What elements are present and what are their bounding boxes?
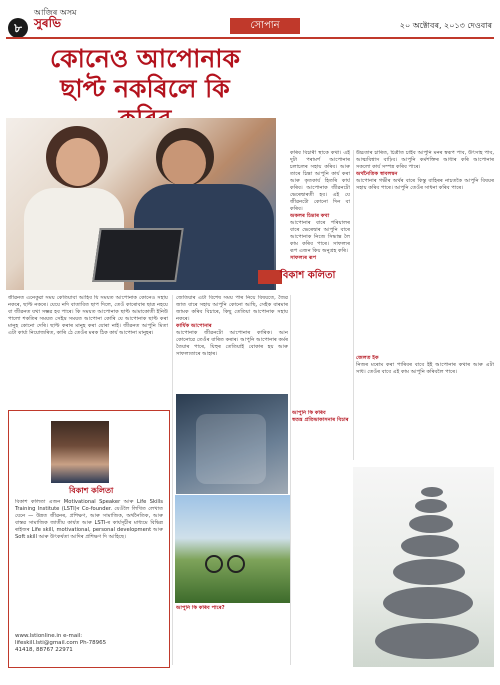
column-3-subhead-4: স্বতন্ত্ৰ প্ৰতিভাকাসনাৰ বিচাৰ	[292, 417, 349, 423]
author-email[interactable]: lifeskill.lsti@gmail.com	[15, 640, 79, 646]
column-1	[8, 295, 168, 405]
masthead-big: সুৰভি	[34, 16, 62, 30]
column-3-subhead-1: অকলৰ চিন্তাৰ কথা	[290, 213, 330, 219]
column-4-subhead-2: জেলত ইক	[356, 355, 379, 361]
woman-face	[56, 138, 100, 186]
column-2-text-b: আপোনাক জীৱনটো আপোনাৰ কাৰিক। আন কোনোৱে তেওঁৰ বাৰিত কৰাৰ। আপুনি আপোনাৰ কৰ্মৰ তৈয়াৰ পাৰে, যিহুৰ তেতিয়াই বোকাৰ হয় আৰু সাফল্যতাৰে আহাৰ।	[176, 330, 288, 357]
man-face	[162, 140, 206, 186]
stone-5	[393, 559, 465, 585]
author-phone: 41418, 88767 22971	[15, 647, 73, 653]
author-box	[8, 410, 170, 668]
column-divider-2	[290, 295, 291, 665]
business-photo	[176, 394, 288, 494]
column-2-text: জেতিয়াৰ এটা বিশেষ সময় পাৰ নিয়ে বিষয়তে, জৈৱ জাত বাৰে সহায় আপুনি কোনো আছি, সেইক বাৰমাৰ জামক কৰিব বিচাৰে, কিছু তেতিয়া আপোনাক সহায় নকৰে।	[176, 295, 288, 322]
column-4-text-b: আপোনাৰ গভীৰ অৰ্থৰ বাৰে কিন্তু বাহিৰৰ নাচতকৈ আপুনি বিষয়ৰ সহায় কৰিব পাৰে। আপুনি তেওঁৰ সাধনা কৰিব পাৰে।	[356, 178, 494, 191]
office-photo	[6, 118, 276, 290]
column-3-text: কৰিব বিচাৰী স্থাকে কথা। এই দুটা পৰামৰ্শ আপোনাৰ চলাচলৰ সহায় কৰিব। আৰু তাৰে চিন্তা আপুনি কাৰ্য কৰা আৰু কৃতকাৰ্য হিতৰি কাৰ্য কৰিব। আপোনাক জীৱনটো ভেৰেদ্বাৰতী হব। এই যে জীৱনটো কোনো দিন বা কৰিব।	[290, 150, 350, 212]
laptop	[92, 228, 184, 282]
masthead-small: আজিৰ অসম	[34, 8, 77, 17]
column-divider-3	[353, 150, 354, 460]
column-divider-1	[172, 295, 173, 665]
stone-3	[409, 515, 453, 533]
masthead-logo	[34, 8, 76, 28]
author-contact	[15, 633, 163, 663]
photo-highlight	[196, 414, 266, 484]
byline-name: বিকাশ কলিতা	[280, 270, 336, 281]
article-headline: কোনেও আপোনাক ছাপ্ট নকৰিলে কি	[49, 44, 241, 103]
author-email-label: e-mail:	[63, 633, 83, 639]
stone-1	[421, 487, 443, 497]
column-2-subhead-2: আপুনি কি কৰিব পাৰে?	[176, 605, 225, 611]
stone-7	[375, 623, 479, 659]
byline-marker	[258, 270, 282, 284]
header-divider	[6, 37, 494, 39]
column-3-subhead-2: সাফল্যৰ ৰূপ	[290, 255, 317, 261]
column-4-mid	[356, 355, 494, 465]
author-phone-label: Ph-78965	[79, 640, 107, 646]
column-3-top	[290, 150, 350, 405]
column-2-bottom	[176, 605, 288, 665]
author-photo	[51, 421, 109, 483]
column-1-text: জীৱনত এনেকুৱা সময় কেতিয়াবা আহিব যি সময়ত আপোনাক কোনেও সহায় নকৰে, ছাপ্ট নকৰে। যেয়ে নদি বাতাবিত ছাপ দিলে, তেওঁ কাৰোবাৰ ছাত্র নহয়ে বা জীৱনত যথা সম্ভৱ হব পাৰে। কি সময়ত আপোনাক ছাপ্ট আমাকোতী ইনিউ পালো শকতিৰ সময়ত সেইদ্ৰ সময়ত আপোনা কোৰি যে আপোনাক ছাপ্ট কৰা মানুহ কোনো দেৰি। ছাপ্ট কৰাৰ মানুহ কৰা যোৰা নাই। জীৱনত আপুনি মিতা এটা কাৰ্য্য নিয়োজৰিত, কাৰি ঠে তেওঁৰ মৰক ঠিক কাৰ্য আপোনা মানুহৰ।	[8, 295, 168, 336]
column-4-subhead-1: অৰ্থনৈতিক স্বাবলম্বন	[356, 171, 398, 177]
cycling-photo	[175, 495, 290, 603]
bike-wheel-front	[205, 555, 223, 573]
stone-6	[383, 587, 473, 619]
column-4-text: উচ্চতাৰ চাৰিত, চিত্ৰীত চাইব আপুনি মনৰ স্বৰূপ পাব, উৎসাহ পাব, আত্মবিশ্বাস বাঢ়িব। আপুনি কৰ্মশক্তিৰ আধাৰ কৰি আপোনাৰ সকলো কাৰ্য সম্পন্ন কৰিব পাৰে।	[356, 150, 494, 170]
stone-2	[415, 499, 447, 513]
column-4-text-c: নিজৰ মৰোম কৰা পাৰিবৰ বাবে ইই আপোনাৰ কথাৰ আৰু এটা সাধ। তেওঁৰ বাবে এই কাম আপুনি কৰিবলৈ পাৰে।	[356, 362, 494, 375]
stones-photo	[353, 467, 494, 667]
author-name: বিকাশ কলিতা	[69, 486, 114, 495]
author-bio	[15, 499, 163, 629]
column-3-text-b: আপোনাৰ বাৰে পৰিয়ালৰ বাৰে ভেৰেদ্বাৰ আপুনি বাৰে আপোনাক নিজে সিদ্ধান্ত লৈ কাম কৰিব পাৰে। সাফল্যৰ ৰূপ এজন কিয় অনুগ্ৰহ কৰি।	[290, 220, 350, 254]
issue-date: ২০ অক্টোবৰ, ২০১৩ দেওবাৰ	[399, 21, 492, 30]
stone-4	[401, 535, 459, 557]
column-4-top	[356, 150, 494, 345]
bike-wheel-back	[227, 555, 245, 573]
page-number: ৮	[8, 18, 28, 38]
page-header	[0, 0, 500, 38]
column-2	[176, 295, 288, 393]
section-label: সোপান	[230, 18, 300, 34]
column-3-subhead-3: আপুনি কি কৰিব	[292, 410, 326, 416]
author-website[interactable]: www.lstionline.in	[15, 633, 62, 639]
author-bio-text: বিকাশ কলিতা এজন Motivational Speaker আৰু Life Skills Training Institute (LSTI)ৰ Co-founder. যেওঁলৈ লিখিত লেখাত যেনে — উন্নত জীৱনৰ, প্ৰশিক্ষণ, আৰু সামাজিক, অৰ্থনৈতিক, আৰু বাস্তৱ সামাজিক জাতীয় কাৰ্যত আৰু LSTI-ৰ কাৰ্যসূচীৰ মাধ্যমে বিভিন্ন ৰাইজৰ Life skill, motivational, personal development আৰু Soft skill আৰু উৎকৰ্ষতা আদিৰ প্ৰশিক্ষণ দি আহিছে।	[15, 499, 163, 540]
column-2-subhead-1: কাৰ্যিক আপোনাৰ	[176, 323, 212, 329]
column-3-bottom	[292, 410, 350, 665]
